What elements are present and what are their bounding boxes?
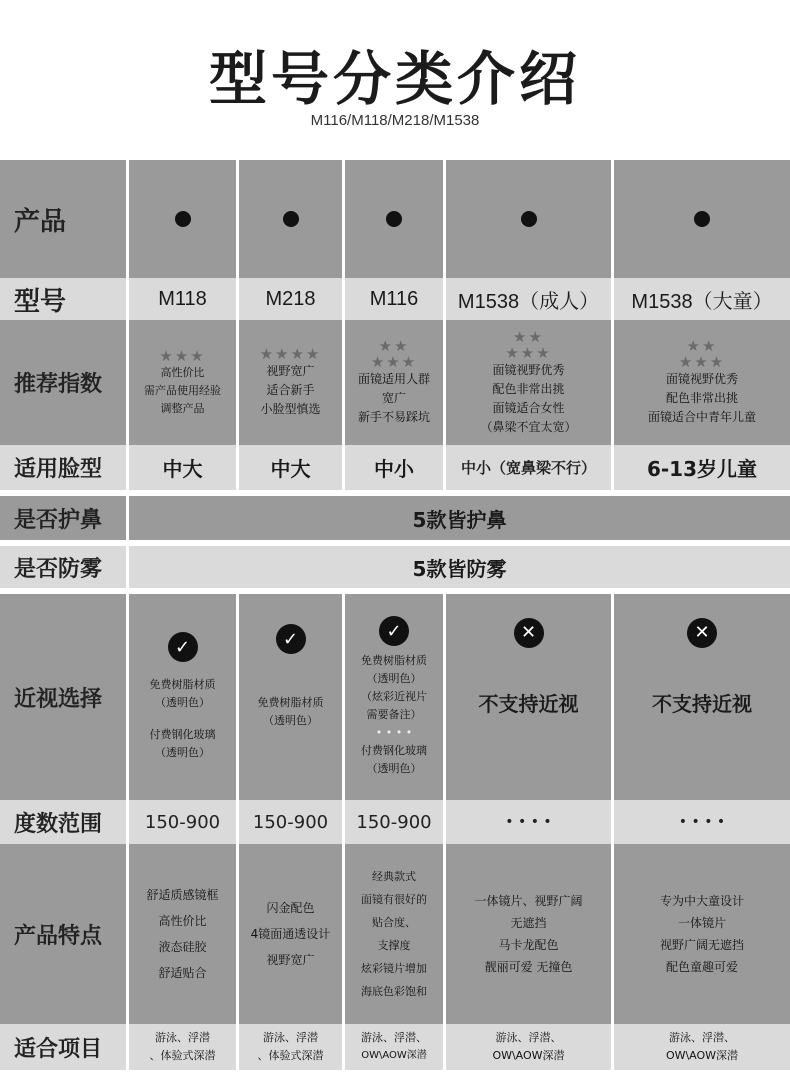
feature-text: 视野宽广 <box>266 953 315 967</box>
activities-m1538-adult <box>446 1024 611 1070</box>
product-dot <box>283 211 299 227</box>
label-features: 产品特点 <box>0 844 126 1024</box>
label-degree: 度数范围 <box>0 800 126 844</box>
model-name: M1538（成人） <box>446 278 611 320</box>
cross-icon: ✕ <box>514 618 544 648</box>
rating-stars-top: ★★ <box>513 327 544 346</box>
feature-text: 海底色彩饱和 <box>361 985 427 998</box>
myopia-unsupported: 不支持近视 <box>652 691 752 716</box>
model-name: M218 <box>239 278 342 320</box>
recommend-text: 需产品使用经验 <box>144 383 221 397</box>
degree-value: • • • • <box>614 800 790 844</box>
feature-text: 液态硅胶 <box>158 940 207 954</box>
features-m1538-adult <box>446 844 611 1024</box>
row-face <box>0 445 790 490</box>
recommend-text: 面镜视野优秀 <box>492 362 565 377</box>
myopia-text: （透明色） <box>366 672 422 685</box>
row-features <box>0 844 790 1024</box>
myopia-text: （炫彩近视片 <box>361 690 427 703</box>
myopia-text: 付费钢化玻璃 <box>149 728 216 741</box>
product-image-m116 <box>345 160 443 278</box>
label-myopia: 近视选择 <box>0 594 126 800</box>
product-image-m1538-child <box>614 160 790 278</box>
row-nose <box>0 496 790 540</box>
feature-text: 视野广阔无遮挡 <box>659 938 744 952</box>
feature-text: 高性价比 <box>158 914 207 928</box>
feature-text: 经典款式 <box>372 870 416 883</box>
rating-stars: ★★★ <box>505 343 552 362</box>
activity-text: 、体验式深潜 <box>257 1049 324 1062</box>
degree-value: 150-900 <box>345 800 443 844</box>
myopia-text: （透明色） <box>366 762 422 775</box>
activity-text: OW\AOW深潜 <box>361 1050 427 1061</box>
recommend-text: 宽广 <box>381 391 406 405</box>
recommend-text: （鼻梁不宜太宽） <box>480 419 577 434</box>
feature-text: 一体镜片 <box>677 916 726 930</box>
feature-text: 舒适贴合 <box>158 966 207 980</box>
recommend-m118 <box>129 320 236 445</box>
label-recommend: 推荐指数 <box>0 320 126 445</box>
degree-value: 150-900 <box>239 800 342 844</box>
recommend-text: 面镜适合中青年儿童 <box>647 410 756 424</box>
myopia-m118 <box>129 594 236 800</box>
model-list-subtitle: M116/M118/M218/M1538 <box>310 112 480 129</box>
rating-stars: ★★★ <box>678 353 726 371</box>
row-fog <box>0 546 790 588</box>
feature-text: 马卡龙配色 <box>498 938 559 952</box>
recommend-text: 配色非常出挑 <box>492 381 565 396</box>
activity-text: 游泳、浮潜 <box>263 1031 318 1044</box>
feature-text: 闪金配色 <box>266 901 315 915</box>
feature-text: 炫彩镜片增加 <box>361 962 427 975</box>
label-fog: 是否防雾 <box>0 546 126 588</box>
feature-text: 贴合度、 <box>372 916 416 929</box>
rating-stars: ★★★★ <box>259 345 322 363</box>
recommend-text: 面镜适合女性 <box>492 400 565 415</box>
face-type: 中小 <box>345 445 443 490</box>
activity-text: 游泳、浮潜 <box>155 1031 210 1044</box>
activities-m116 <box>345 1024 443 1070</box>
myopia-m1538-adult <box>446 594 611 800</box>
model-name: M118 <box>129 278 236 320</box>
row-recommend <box>0 320 790 445</box>
rating-stars: ★★★ <box>370 353 418 371</box>
check-icon: ✓ <box>379 616 409 646</box>
myopia-text: 需要备注） <box>366 708 422 721</box>
degree-value: 150-900 <box>129 800 236 844</box>
recommend-text: 面镜视野优秀 <box>665 372 738 386</box>
cross-icon: ✕ <box>687 618 717 648</box>
myopia-text: 免费树脂材质 <box>361 654 427 667</box>
comparison-table <box>0 160 790 1070</box>
product-dot <box>521 211 537 227</box>
row-product <box>0 160 790 278</box>
recommend-text: 适合新手 <box>266 383 315 397</box>
recommend-text: 面镜适用人群 <box>357 372 430 386</box>
activity-text: OW\AOW深潜 <box>492 1049 565 1062</box>
nose-value: 5款皆护鼻 <box>129 496 790 540</box>
face-type: 中大 <box>129 445 236 490</box>
check-icon: ✓ <box>276 624 306 654</box>
page-title: 型号分类介绍 <box>208 45 581 113</box>
row-activities <box>0 1024 790 1070</box>
activities-m218 <box>239 1024 342 1070</box>
myopia-text: 付费钢化玻璃 <box>361 744 427 757</box>
check-icon: ✓ <box>168 632 198 662</box>
degree-value: • • • • <box>446 800 611 844</box>
rating-stars-top: ★★ <box>378 337 410 355</box>
myopia-m116 <box>345 594 443 800</box>
recommend-text: 新手不易踩坑 <box>357 410 430 424</box>
feature-text: 无遮挡 <box>510 916 547 930</box>
model-name: M116 <box>345 278 443 320</box>
activities-m118 <box>129 1024 236 1070</box>
recommend-m1538-child <box>614 320 790 445</box>
rating-stars: ★★★ <box>159 346 206 365</box>
activity-text: 、体验式深潜 <box>149 1049 216 1062</box>
face-type: 6-13岁儿童 <box>614 445 790 490</box>
features-m118 <box>129 844 236 1024</box>
activity-text: OW\AOW深潜 <box>665 1049 739 1062</box>
model-name: M1538（大童） <box>614 278 790 320</box>
features-m218 <box>239 844 342 1024</box>
myopia-text: （透明色） <box>155 746 210 759</box>
features-m1538-child <box>614 844 790 1024</box>
product-dot <box>175 211 191 227</box>
feature-text: 专为中大童设计 <box>659 894 744 908</box>
label-product: 产品 <box>0 160 126 278</box>
product-image-m218 <box>239 160 342 278</box>
recommend-m218 <box>239 320 342 445</box>
activity-text: 游泳、浮潜、 <box>361 1031 427 1044</box>
rating-stars-top: ★★ <box>686 337 718 355</box>
feature-text: 支撑度 <box>377 939 411 952</box>
activities-m1538-child <box>614 1024 790 1070</box>
label-face: 适用脸型 <box>0 445 126 490</box>
feature-text: 配色童趣可爱 <box>665 960 738 974</box>
row-degree <box>0 800 790 844</box>
label-model: 型号 <box>0 278 126 320</box>
product-image-m118 <box>129 160 236 278</box>
myopia-text: 免费树脂材质 <box>149 678 216 691</box>
row-myopia <box>0 594 790 800</box>
recommend-text: 配色非常出挑 <box>665 391 738 405</box>
myopia-m1538-child <box>614 594 790 800</box>
recommend-text: 调整产品 <box>160 401 205 415</box>
row-model <box>0 278 790 320</box>
activity-text: 游泳、浮潜、 <box>495 1031 562 1044</box>
feature-text: 舒适质感镜框 <box>146 888 219 902</box>
recommend-text: 小脸型慎选 <box>260 402 321 416</box>
face-type: 中小（宽鼻梁不行） <box>446 445 611 490</box>
features-m116 <box>345 844 443 1024</box>
recommend-m116 <box>345 320 443 445</box>
feature-text: 面镜有很好的 <box>361 893 427 906</box>
myopia-text: （透明色） <box>263 714 318 727</box>
myopia-dots: • • • • <box>375 726 413 739</box>
product-image-m1538-adult <box>446 160 611 278</box>
product-dot <box>386 211 402 227</box>
myopia-m218 <box>239 594 342 800</box>
myopia-text: 免费树脂材质 <box>257 696 324 709</box>
recommend-text: 高性价比 <box>160 365 205 379</box>
label-activities: 适合项目 <box>0 1024 126 1070</box>
myopia-text: （透明色） <box>155 696 210 709</box>
myopia-unsupported: 不支持近视 <box>478 691 579 716</box>
activity-text: 游泳、浮潜、 <box>668 1031 735 1044</box>
face-type: 中大 <box>239 445 342 490</box>
feature-text: 一体镜片、视野广阔 <box>474 894 583 908</box>
feature-text: 4镜面通透设计 <box>250 927 331 941</box>
recommend-m1538-adult <box>446 320 611 445</box>
recommend-text: 视野宽广 <box>266 364 315 378</box>
label-nose: 是否护鼻 <box>0 496 126 540</box>
feature-text: 靓丽可爱 无撞色 <box>484 960 573 974</box>
product-dot <box>694 211 710 227</box>
fog-value: 5款皆防雾 <box>129 546 790 588</box>
